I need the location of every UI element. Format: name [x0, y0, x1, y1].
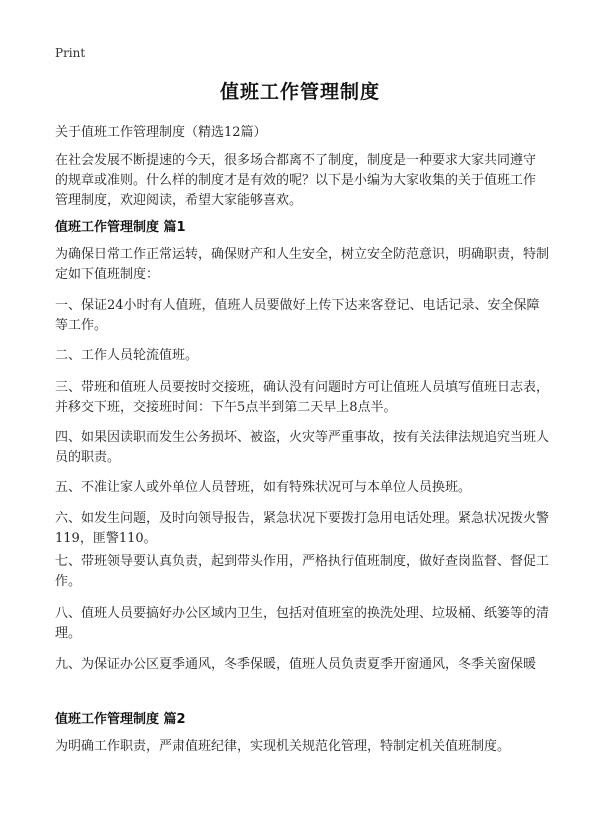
paragraph: 七、带班领导要认真负责，起到带头作用，严格执行值班制度，做好查岗监督、督促工作。 [55, 554, 550, 589]
paragraph: 五、不准让家人或外单位人员替班，如有特殊状况可与本单位人员换班。 [55, 480, 472, 495]
paragraph: 一、保证24小时有人值班，值班人员要做好上传下达来客登记、电话记录、安全保障等工作。 [55, 298, 540, 333]
paragraph: 为明确工作职责，严肃值班纪律，实现机关规范化管理，特制定机关值班制度。 [55, 739, 511, 754]
paragraph: 八、值班人员要搞好办公区域内卫生，包括对值班室的换洗处理、垃圾桶、纸篓等的清理。 [55, 606, 550, 641]
page-title: 值班工作管理制度 [219, 81, 380, 103]
paragraph: 四、如果因读职而发生公务损坏、被盗，火灾等严重事故，按有关法律法规追究当班人员的职责。 [55, 430, 550, 465]
paragraph: 二、工作人员轮流值班。 [55, 348, 199, 363]
print-link[interactable]: Print [55, 46, 86, 60]
paragraph: 九、为保证办公区夏季通风，冬季保暖，值班人员负责夏季开窗通风，冬季关窗保暖 [55, 657, 537, 672]
paragraph: 为确保日常工作正常运转，确保财产和人生安全，树立安全防范意识，明确职责，特制定如下值班制度： [55, 247, 550, 282]
section-heading-1: 值班工作管理制度 篇1 [55, 220, 186, 235]
paragraph: 六、如发生问题，及时向领导报告，紧急状况下要拨打急用电话处理。紧急状况拨火警119，匪警110。 [55, 511, 550, 546]
section-heading-2: 值班工作管理制度 篇2 [55, 712, 186, 727]
intro-paragraph: 在社会发展不断提速的今天，很多场合都离不了制度，制度是一种要求大家共同遵守的规章或准则。什么样的制度才是有效的呢？以下是小编为大家收集的关于值班工作管理制度，欢迎阅读，希望大家能够喜欢。 [55, 153, 537, 208]
paragraph: 三、带班和值班人员要按时交接班，确认没有问题时方可让值班人员填写值班日志表，并移交下班，交接班时间：下午5点半到第二天早上8点半。 [55, 380, 550, 415]
document-subtitle: 关于值班工作管理制度（精选12篇） [55, 125, 267, 140]
